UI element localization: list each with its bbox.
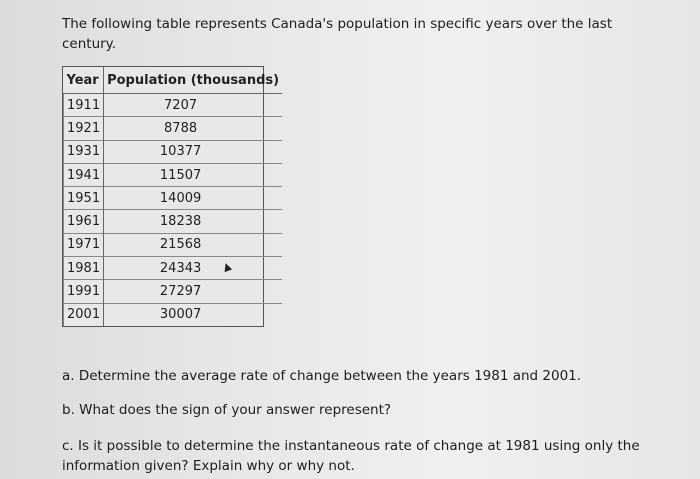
population-cell: 27297 — [104, 280, 282, 303]
table-header-row — [64, 67, 283, 94]
year-column-header: Year — [64, 67, 104, 94]
population-cell: 14009 — [104, 187, 282, 210]
table-row — [64, 187, 283, 210]
year-cell: 1981 — [64, 257, 104, 280]
question-c: c. Is it possible to determine the instantaneous rate of change at 1981 using only the information given? Explain why or why not. — [62, 438, 640, 474]
population-column-header: Population (thousands) — [104, 67, 282, 94]
question-b: b. What does the sign of your answer represent? — [62, 402, 392, 418]
table-row — [64, 280, 283, 303]
table-row — [64, 210, 283, 233]
intro-text: The following table represents Canada's population in specific years over the last century. — [62, 16, 613, 52]
table-row — [64, 94, 283, 117]
year-cell: 1921 — [64, 117, 104, 140]
population-cell: 11507 — [104, 163, 282, 186]
table-row — [64, 303, 283, 326]
year-cell: 1911 — [64, 94, 104, 117]
table-row — [64, 117, 283, 140]
population-cell: 24343 — [104, 257, 282, 280]
population-cell: 18238 — [104, 210, 282, 233]
table-row — [64, 257, 283, 280]
table-row — [64, 233, 283, 256]
population-cell: 21568 — [104, 233, 282, 256]
table-row — [64, 163, 283, 186]
year-cell: 1991 — [64, 280, 104, 303]
year-cell: 2001 — [64, 303, 104, 326]
population-cell: 10377 — [104, 140, 282, 163]
year-cell: 1951 — [64, 187, 104, 210]
population-cell: 7207 — [104, 94, 282, 117]
population-cell: 8788 — [104, 117, 282, 140]
year-cell: 1961 — [64, 210, 104, 233]
population-cell: 30007 — [104, 303, 282, 326]
question-a: a. Determine the average rate of change between the years 1981 and 2001. — [62, 368, 582, 384]
table-row — [64, 140, 283, 163]
year-cell: 1971 — [64, 233, 104, 256]
year-cell: 1931 — [64, 140, 104, 163]
year-cell: 1941 — [64, 163, 104, 186]
population-table — [62, 66, 280, 327]
